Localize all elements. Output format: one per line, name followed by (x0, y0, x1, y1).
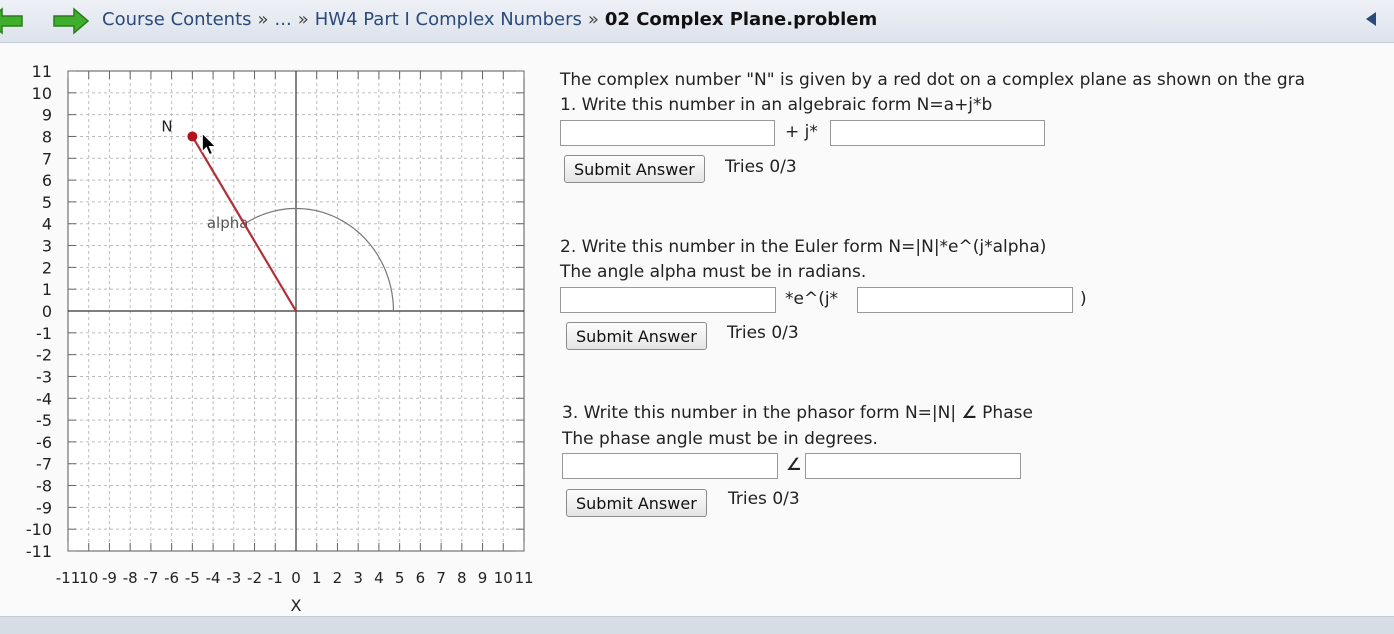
x-tick-label: -8 (122, 569, 138, 587)
angle-label: alpha (206, 214, 249, 233)
breadcrumb-separator: » (297, 9, 309, 30)
x-axis-title: X (290, 596, 302, 615)
y-tick-label: -11 (25, 542, 52, 561)
x-tick-label: -3 (226, 569, 242, 587)
forward-arrow-icon[interactable] (52, 7, 90, 35)
question-3-text (562, 403, 1033, 423)
x-tick-label: -4 (205, 569, 221, 587)
y-tick-label: 8 (41, 127, 52, 147)
breadcrumb-ellipsis[interactable]: ... (274, 9, 292, 30)
x-tick-label: 6 (415, 569, 426, 587)
x-tick-label: 10 (79, 569, 99, 587)
y-tick-label: -9 (36, 498, 52, 518)
x-tick-label: 9 (477, 569, 488, 587)
y-tick-label: -2 (36, 345, 52, 365)
q3-angle-label: ∠ (786, 455, 802, 475)
x-tick-label: -9 (101, 569, 117, 587)
question-2-text: 2. Write this number in the Euler form N=|N|*e^(j*alpha) (560, 237, 1047, 257)
x-tick-label: 3 (353, 569, 363, 587)
y-tick-label: 4 (41, 214, 52, 234)
breadcrumb-separator: » (257, 9, 269, 30)
y-tick-label: -3 (36, 367, 52, 387)
y-tick-label: -7 (36, 454, 52, 474)
question-2-note: The angle alpha must be in radians. (560, 262, 867, 282)
x-tick-label: 4 (374, 569, 384, 587)
y-tick-label: 9 (41, 105, 52, 125)
y-tick-label: 5 (41, 192, 52, 212)
footer-bar (0, 616, 1394, 634)
navigation-bar (0, 0, 1394, 43)
breadcrumb-separator: » (587, 9, 599, 30)
q2-euler-label: *e^(j* (785, 289, 839, 309)
y-tick-label: 1 (41, 280, 52, 300)
y-tick-label: -8 (36, 476, 52, 496)
y-tick-label: 2 (41, 258, 52, 278)
q2-magnitude-input[interactable] (560, 287, 776, 313)
x-tick-label: -1 (267, 569, 283, 587)
point-n-dot (187, 131, 197, 141)
breadcrumb (102, 9, 877, 30)
y-tick-label: 11 (31, 62, 52, 81)
question-3-text-main: 3. Write this number in the phasor form N=|N| (562, 403, 957, 423)
y-tick-label: -10 (25, 520, 52, 540)
q1-imaginary-part-input[interactable] (830, 120, 1045, 146)
collapse-arrow-icon[interactable] (1366, 12, 1376, 26)
x-tick-label: 8 (457, 569, 467, 587)
q2-submit-button[interactable]: Submit Answer (566, 322, 707, 350)
breadcrumb-course-contents[interactable]: Course Contents (102, 9, 252, 30)
x-tick-label: 11 (514, 569, 534, 587)
q1-real-part-input[interactable] (560, 120, 775, 146)
q3-tries-counter: Tries 0/3 (728, 489, 800, 509)
x-tick-label: -5 (184, 569, 200, 587)
x-tick-label: 1 (311, 569, 322, 587)
breadcrumb-hw4[interactable]: HW4 Part I Complex Numbers (314, 9, 582, 30)
x-tick-label: -11 (55, 569, 81, 587)
q2-close-paren: ) (1080, 289, 1087, 309)
x-tick-label: 5 (394, 569, 405, 587)
x-tick-label: -6 (164, 569, 180, 587)
q1-submit-button[interactable]: Submit Answer (564, 155, 705, 183)
x-tick-label: -2 (247, 569, 263, 587)
y-tick-label: 6 (41, 171, 52, 191)
complex-plane-plot (0, 43, 550, 616)
y-tick-label: -1 (36, 323, 52, 343)
q2-tries-counter: Tries 0/3 (727, 323, 799, 343)
y-tick-label: 3 (41, 236, 52, 256)
q2-angle-input[interactable] (857, 287, 1073, 313)
question-1-text: 1. Write this number in an algebraic form N=a+j*b (560, 95, 993, 115)
angle-symbol: ∠ (961, 403, 977, 423)
x-tick-label: 2 (332, 569, 343, 587)
y-tick-label: -6 (36, 432, 52, 452)
x-tick-label: 0 (291, 569, 301, 587)
problem-intro: The complex number "N" is given by a red dot on a complex plane as shown on the gra (560, 70, 1306, 90)
y-tick-label: -5 (36, 411, 52, 431)
x-tick-label: -7 (143, 569, 159, 587)
q3-magnitude-input[interactable] (562, 453, 778, 479)
q1-plus-j-label: + j* (785, 122, 818, 142)
x-tick-label: 10 (493, 569, 513, 587)
y-tick-label: 7 (41, 149, 52, 169)
y-tick-label: 10 (31, 83, 52, 103)
point-n-label: N (161, 117, 173, 136)
breadcrumb-current-problem: 02 Complex Plane.problem (604, 9, 878, 30)
q3-phase-input[interactable] (805, 453, 1021, 479)
x-tick-label: 7 (436, 569, 446, 587)
y-tick-label: 0 (41, 302, 52, 321)
q1-tries-counter: Tries 0/3 (725, 157, 797, 177)
q3-submit-button[interactable]: Submit Answer (566, 489, 707, 517)
back-arrow-icon[interactable] (0, 7, 24, 35)
y-tick-label: -4 (36, 389, 52, 409)
question-3-note: The phase angle must be in degrees. (562, 429, 878, 449)
question-3-text-phase: Phase (982, 403, 1033, 423)
